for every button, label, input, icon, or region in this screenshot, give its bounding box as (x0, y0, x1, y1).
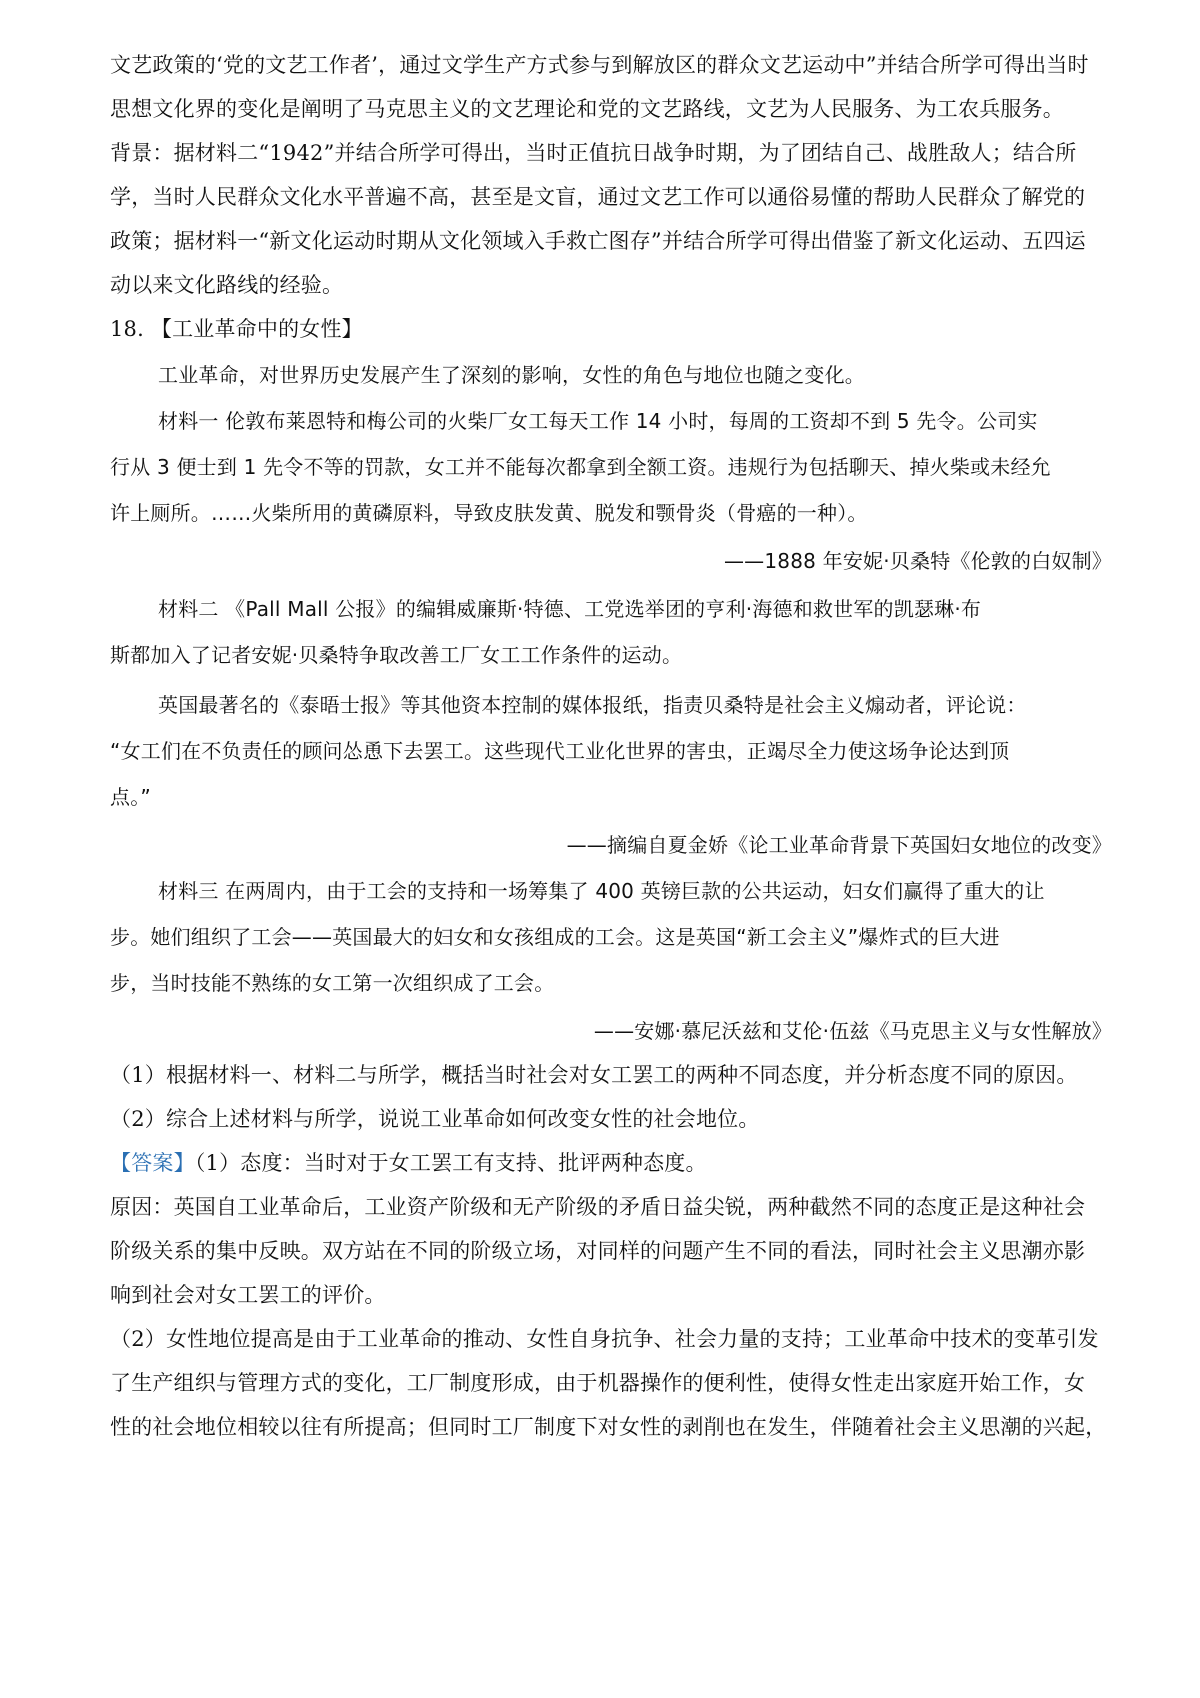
answer-2-line: （2）女性地位提高是由于工业革命的推动、女性自身抗争、社会力量的支持；工业革命中技术的变革引发 (110, 1327, 1099, 1351)
answer-tag: 【答案】 (110, 1151, 195, 1175)
material-two-line: 英国最著名的《泰晤士报》等其他资本控制的媒体报纸，指责贝桑特是社会主义煽动者，评论说： (158, 693, 1027, 717)
material-two-line: “女工们在不负责任的顾问怂恿下去罢工。这些现代工业化世界的害虫，正竭尽全力使这场争论达到顶 (110, 739, 1010, 763)
sub-question-1: （1）根据材料一、材料二与所学，概括当时社会对女工罢工的两种不同态度，并分析态度不同的原因。 (110, 1063, 1078, 1087)
material-three-line: 步。她们组织了工会——英国最大的妇女和女孩组成的工会。这是英国“新工会主义”爆炸式的巨大进 (110, 925, 1000, 949)
material-two-line: 点。” (110, 785, 151, 809)
prev-answer-line: 背景：据材料二“1942”并结合所学可得出，当时正值抗日战争时期，为了团结自己、战胜敌人；结合所 (110, 141, 1077, 165)
prev-answer-line: 动以来文化路线的经验。 (110, 273, 344, 297)
material-one-line: 行从 3 便士到 1 先令不等的罚款，女工并不能每次都拿到全额工资。违规行为包括聊天、掉火柴或未经允 (110, 455, 1051, 479)
answer-2-line: 了生产组织与管理方式的变化，工厂制度形成，由于机器操作的便利性，使得女性走出家庭开始工作，女 (110, 1371, 1086, 1395)
answer-reason-line: 响到社会对女工罢工的评价。 (110, 1283, 386, 1307)
material-two-source: ——摘编自夏金娇《论工业革命背景下英国妇女地位的改变》 (566, 833, 1112, 857)
answer-reason-line: 原因：英国自工业革命后，工业资产阶级和无产阶级的矛盾日益尖锐，两种截然不同的态度正是这种社会 (110, 1195, 1086, 1219)
sub-question-2: （2）综合上述材料与所学，说说工业革命如何改变女性的社会地位。 (110, 1107, 760, 1131)
material-one-line: 许上厕所。……火柴所用的黄磷原料，导致皮肤发黄、脱发和颚骨炎（骨癌的一种）。 (110, 501, 868, 525)
answer-line (110, 1148, 1110, 1178)
material-three-line: 材料三 在两周内，由于工会的支持和一场筹集了 400 英镑巨款的公共运动，妇女们赢得了重大的让 (158, 879, 1045, 903)
prev-answer-line: 文艺政策的‘党的文艺工作者’，通过文学生产方式参与到解放区的群众文艺运动中”并结合所学可得出当时 (110, 53, 1089, 77)
material-two-line: 材料二 《Pall Mall 公报》的编辑威廉斯·特德、工党选举团的亨利·海德和救世军的凯瑟琳·布 (158, 597, 982, 621)
material-one-line: 材料一 伦敦布莱恩特和梅公司的火柴厂女工每天工作 14 小时，每周的工资却不到 5 先令。公司实 (158, 409, 1038, 433)
prev-answer-line: 学，当时人民群众文化水平普遍不高，甚至是文盲，通过文艺工作可以通俗易懂的帮助人民群众了解党的 (110, 185, 1086, 209)
answer-reason-line: 阶级关系的集中反映。双方站在不同的阶级立场，对同样的问题产生不同的看法，同时社会主义思潮亦影 (110, 1239, 1086, 1263)
answer-2-line: 性的社会地位相较以往有所提高；但同时工厂制度下对女性的剥削也在发生，伴随着社会主义思潮的兴起， (110, 1415, 1107, 1439)
material-one-source: ——1888 年安妮·贝桑特《伦敦的白奴制》 (723, 549, 1112, 573)
prev-answer-line: 思想文化界的变化是阐明了马克思主义的文艺理论和党的文艺路线，文艺为人民服务、为工农兵服务。 (110, 97, 1064, 121)
answer-1-text: （1）态度：当时对于女工罢工有支持、批评两种态度。 (194, 1151, 707, 1175)
material-three-source: ——安娜·慕尼沃兹和艾伦·伍兹《马克思主义与女性解放》 (593, 1019, 1112, 1043)
question-intro: 工业革命，对世界历史发展产生了深刻的影响，女性的角色与地位也随之变化。 (158, 363, 865, 387)
question-heading: 18. 【工业革命中的女性】 (110, 317, 363, 341)
prev-answer-line: 政策；据材料一“新文化运动时期从文化领域入手救亡图存”并结合所学可得出借鉴了新文化运动、五四运 (110, 229, 1086, 253)
material-two-line: 斯都加入了记者安妮·贝桑特争取改善工厂女工工作条件的运动。 (110, 643, 683, 667)
material-three-line: 步，当时技能不熟练的女工第一次组织成了工会。 (110, 971, 555, 995)
